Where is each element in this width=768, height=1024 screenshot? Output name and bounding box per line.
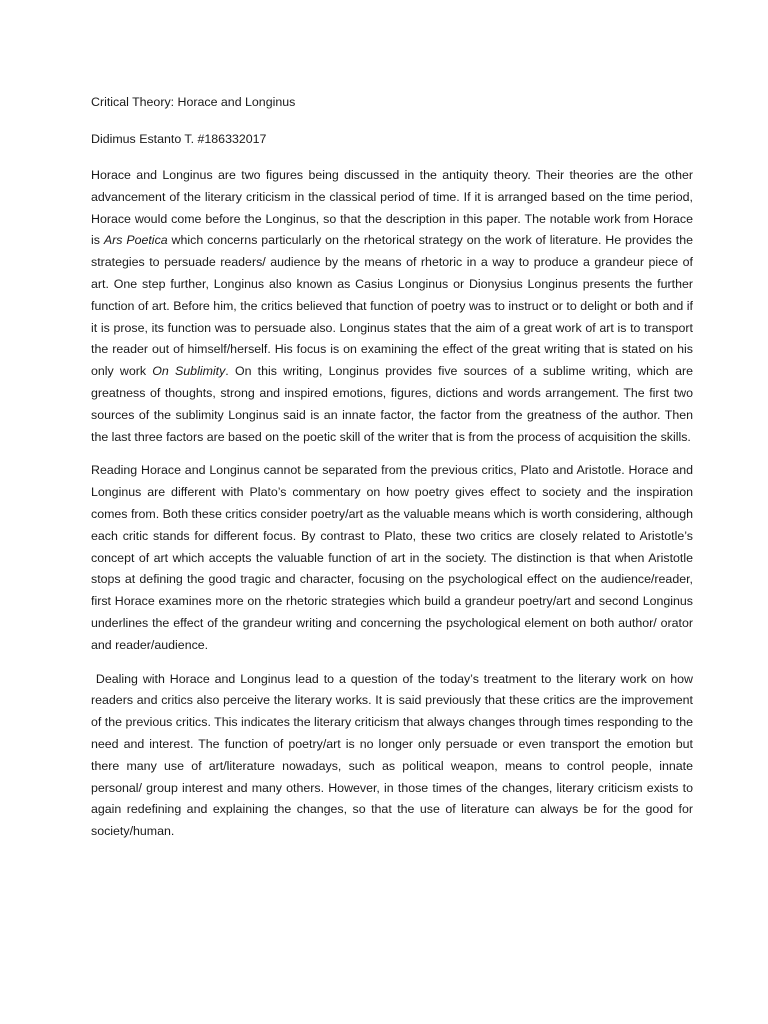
paragraph-3: Dealing with Horace and Longinus lead to a question of the today’s treatment to the literary work on how readers and critics also perceive the literary works. It is said previously that these critics are the improvement of the previous critics. This indicates the literary criticism that always changes through times responding to the need and interest. The function of poetry/art is no longer only persuade or even transport the emotion but there many use of art/literature nowadays, such as political weapon, means to control people, innate personal/ group interest and many others. However, in those times of the changes, literary criticism exists to again redefining and explaining the changes, so that the use of literature can always be for the good for society/human. [91, 671, 697, 839]
paragraph-1-text-b: which concerns particularly on the rhetorical strategy on the work of literature. He provides the strategies to persuade readers/ audience by the means of rhetoric in a way to produce a grandeur piece of art. One step further, Longinus also known as Casius Longinus or Dionysius Longinus presents the further function of art. Before him, the critics believed that function of poetry was to instruct or to delight or both and if it is prose, its function was to persuade also. Longinus states that the aim of a great work of art is to transport the reader out of himself/herself. His focus is on examining the effect of the great writing that is stated on his only work [91, 233, 693, 379]
paragraph-1-text-a: Horace and Longinus are two figures being discussed in the antiquity theory. Their theories are the other advancement of the literary criticism in the classical period of time. If it is arranged based on the time period, Horace would come before the Longinus, so that the description in this paper. The notable work from Horace is [91, 168, 693, 248]
paragraph-2: Reading Horace and Longinus cannot be separated from the previous critics, Plato and Aristotle. Horace and Longinus are different with Plato’s commentary on how poetry gives effect to society and the inspiration comes from. Both these critics consider poetry/art as the valuable means which is worth considering, although each critic stands for different focus. By contrast to Plato, these two critics are closely related to Aristotle’s concept of art which accepts the valuable function of art in the society. The distinction is that when Aristotle stops at defining the good tragic and character, focusing on the psychological effect on the audience/reader, first Horace examines more on the rhetoric strategies which build a grandeur poetry/art and second Longinus underlines the effect of the grandeur writing and concerning the psychological element on both author/ orator and reader/audience. [91, 463, 693, 652]
author-line: Didimus Estanto T. #186332017 [91, 132, 267, 146]
paragraph-1 [91, 165, 693, 448]
document-page [91, 92, 697, 855]
document-title: Critical Theory: Horace and Longinus [91, 95, 296, 109]
work-title-ars-poetica: Ars Poetica [103, 233, 168, 248]
work-title-on-sublimity: On Sublimity [152, 364, 226, 379]
paragraph-1-text-c: . On this writing, Longinus provides five sources of a sublime writing, which are greatness of thoughts, strong and inspired emotions, figures, dictions and words arrangement. The first two sources of the sublimity Longinus said is an innate factor, the factor from the greatness of the author. Then the last three factors are based on the poetic skill of the writer that is from the process of acquisition the skills. [91, 364, 693, 444]
